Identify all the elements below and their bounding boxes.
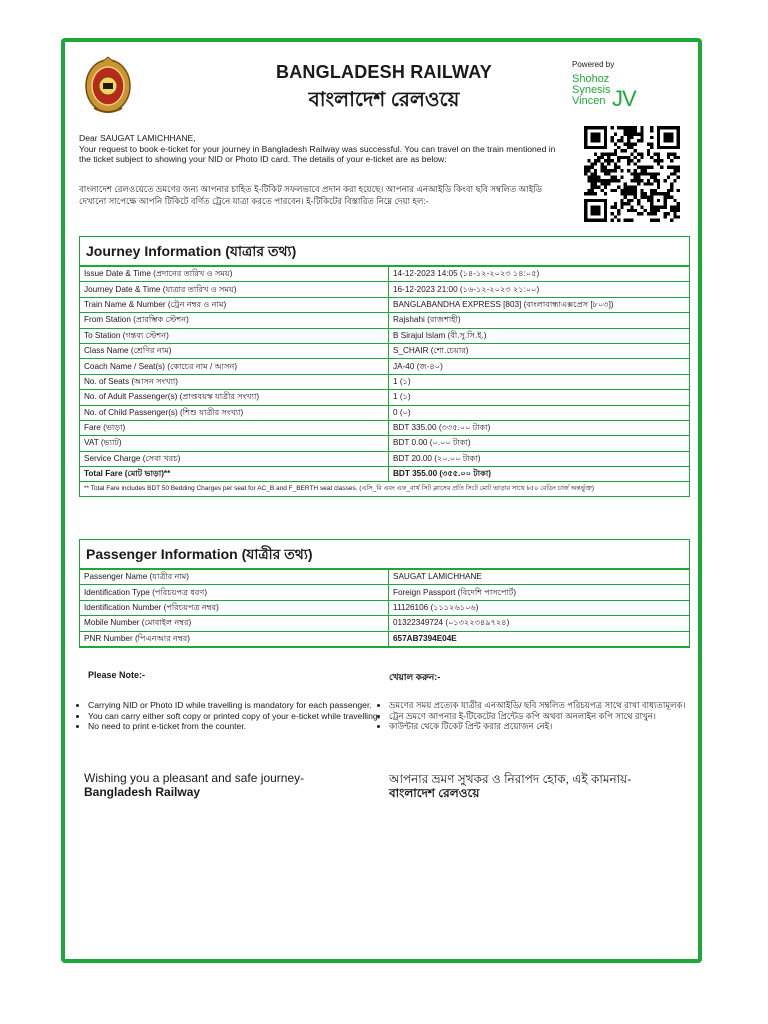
table-row	[80, 313, 689, 328]
partner-line-3: Vincen	[572, 95, 606, 107]
row-value: 1 (১)	[389, 390, 690, 405]
row-value: Foreign Passport (বিদেশি পাসপোর্ট)	[389, 585, 690, 600]
row-label: Class Name (শ্রেণির নাম)	[80, 343, 389, 358]
total-fare-row-value: BDT 355.00 (৩৫৫.০০ টাকা)	[389, 467, 690, 482]
journey-information-title: Journey Information (যাত্রার তথ্য)	[80, 237, 689, 266]
table-row	[80, 297, 689, 312]
pnr-row	[80, 631, 689, 646]
table-row	[80, 343, 689, 358]
please-note-heading: Please Note:-	[88, 670, 146, 680]
row-label: Service Charge (সেবা খরচ)	[80, 451, 389, 466]
passenger-table	[80, 569, 689, 647]
table-row	[80, 600, 689, 615]
intro-body-bangla: বাংলাদেশ রেলওয়েতে ভ্রমণের জন্য আপনার চাহিত ই-টিকিট সফলভাবে প্রদান করা হয়েছে। আপনার এনআইডি কিংবা ছবি সম্বলিত আইডি দেখানো সাপেক্ষে আপনি টিকিটে বর্ণিত ট্রেনে যাত্রা করতে পারবেন। ই-টিকিটের বিস্তারিত নিম্নে দেয়া হল:-	[79, 184, 543, 206]
row-label: No. of Seats (আসন সংখ্যা)	[80, 374, 389, 389]
row-label: No. of Adult Passenger(s) (প্রাপ্তবয়স্ক যাত্রীর সংখ্যা)	[80, 390, 389, 405]
row-label: Fare (ভাড়া)	[80, 420, 389, 435]
partner-jv-mark: JV	[612, 86, 636, 111]
signature-english: Bangladesh Railway	[84, 785, 201, 799]
row-value: S_CHAIR (শো.চেয়ার)	[389, 343, 690, 358]
title-bangla: বাংলাদেশ রেলওয়ে	[308, 89, 460, 111]
row-value: BDT 20.00 (২০.০০ টাকা)	[389, 451, 690, 466]
row-value: 0 (০)	[389, 405, 690, 420]
row-value: 01322349724 (০১৩২২৩৪৯৭২৪)	[389, 616, 690, 631]
row-label: Issue Date & Time (প্রদানের তারিখ ও সময়)	[80, 267, 389, 282]
row-value: JA-40 (জ-৪০)	[389, 359, 690, 374]
title-english: BANGLADESH RAILWAY	[276, 62, 492, 82]
table-row	[80, 267, 689, 282]
row-label: From Station (প্রারম্ভিক স্টেশন)	[80, 313, 389, 328]
table-row	[80, 390, 689, 405]
row-label: VAT (ভ্যাট)	[80, 436, 389, 451]
table-row	[80, 585, 689, 600]
total-fare-row	[80, 467, 689, 482]
pnr-row-value: 657AB7394E04E	[389, 631, 690, 646]
wish-bangla: আপনার ভ্রমণ সুখকর ও নিরাপদ হোক, এই কামনায়-	[389, 772, 632, 786]
note-item-bangla: • কাউন্টার থেকে টিকেট প্রিন্ট করার প্রয়োজন নেই।	[389, 721, 709, 732]
total-fare-footnote: ** Total Fare includes BDT 50 Bedding Charges per seat for AC_B and F_BERTH seat classes. (এসি_বি এবং এফ_বার্থ সিট ক্লাসের প্রতি সিটে মোট ভাড়ার সাথে ৳৫০ বেডিং চার্জ অন্তর্ভুক্ত)	[84, 485, 595, 493]
please-note-heading-bangla: খেয়াল করুন:-	[389, 672, 441, 682]
row-label: Passenger Name (যাত্রীর নাম)	[80, 570, 389, 585]
partner-line-1: Shohoz	[572, 73, 610, 85]
row-label: No. of Child Passenger(s) (শিশু যাত্রীর সংখ্যা)	[80, 405, 389, 420]
signature-bangla: বাংলাদেশ রেলওয়ে	[389, 786, 480, 800]
passenger-information-section	[79, 539, 690, 648]
row-value: B Sirajul Islam (বী.সু.সি.ই.)	[389, 328, 690, 343]
passenger-information-title: Passenger Information (যাত্রীর তথ্য)	[80, 540, 689, 569]
row-value: Rajshahi (রাজশাহী)	[389, 313, 690, 328]
note-item-bangla: • ভ্রমণের সময় প্রত্যেক যাত্রীর এনআইডি/ ছবি সম্বলিত পরিচয়পত্র সাথে রাখা বাধ্যতামূলক।	[389, 700, 709, 711]
row-label: Identification Type (পরিচয়পত্র ধরণ)	[80, 585, 389, 600]
table-row	[80, 451, 689, 466]
note-item: • Carrying NID or Photo ID while travelling is mandatory for each passenger.	[88, 700, 400, 711]
table-row	[80, 405, 689, 420]
row-value: BDT 0.00 (০.০০ টাকা)	[389, 436, 690, 451]
table-row	[80, 420, 689, 435]
notes-list-bangla	[371, 700, 709, 732]
row-value: BDT 335.00 (৩৩৫.০০ টাকা)	[389, 420, 690, 435]
table-row	[80, 282, 689, 297]
journey-information-section	[79, 236, 690, 497]
qr-code-icon	[584, 126, 680, 222]
partner-logo	[572, 74, 611, 107]
pnr-row-label: PNR Number (পিএনআর নম্বর)	[80, 631, 389, 646]
row-label: Mobile Number (মোবাইল নম্বর)	[80, 616, 389, 631]
powered-by-label: Powered by	[572, 60, 615, 69]
journey-table	[80, 266, 689, 482]
note-item-bangla: • ট্রেন ভ্রমণে আপনার ই-টিকেটের প্রিন্টেড কপি অথবা অনলাইন কপি সাথে রাখুন।	[389, 711, 709, 722]
greeting: Dear SAUGAT LAMICHHANE,	[79, 133, 196, 143]
table-row	[80, 570, 689, 585]
row-value: 16-12-2023 21:00 (১৬-১২-২০২৩ ২১:০০)	[389, 282, 690, 297]
partner-line-2: Synesis	[572, 84, 611, 96]
row-label: Identification Number (পরিচয়পত্র নম্বর)	[80, 600, 389, 615]
note-item: • No need to print e-ticket from the counter.	[88, 721, 400, 732]
row-label: Journey Date & Time (যাত্রার তারিখ ও সময়)	[80, 282, 389, 297]
note-item: • You can carry either soft copy or printed copy of your e-ticket while travelling.	[88, 711, 400, 722]
table-row	[80, 328, 689, 343]
table-row	[80, 616, 689, 631]
intro-body-english: Your request to book e-ticket for your journey in Bangladesh Railway was successful. You can travel on the train mentioned in the ticket subject to showing your NID or Photo ID card. The details of your e-ticket are as below:	[79, 143, 556, 164]
wish-english: Wishing you a pleasant and safe journey-	[84, 771, 305, 785]
total-fare-row-label: Total Fare (মোট ভাড়া)**	[80, 467, 389, 482]
row-value: 11126106 (১১১২৬১০৬)	[389, 600, 690, 615]
row-value: BANGLABANDHA EXPRESS [803] (বাংলাবান্ধাএক্সপ্রেস [৮০৩])	[389, 297, 690, 312]
intro-english	[79, 133, 559, 165]
table-row	[80, 374, 689, 389]
table-row	[80, 359, 689, 374]
row-label: To Station (গন্তব্য স্টেশন)	[80, 328, 389, 343]
row-label: Train Name & Number (ট্রেন নম্বর ও নাম)	[80, 297, 389, 312]
row-value: SAUGAT LAMICHHANE	[389, 570, 690, 585]
row-value: 1 (১)	[389, 374, 690, 389]
row-value: 14-12-2023 14:05 (১৪-১২-২০২৩ ১৪:০৫)	[389, 267, 690, 282]
table-row	[80, 436, 689, 451]
row-label: Coach Name / Seat(s) (কোচের নাম / আসন)	[80, 359, 389, 374]
notes-list-english	[70, 700, 400, 732]
